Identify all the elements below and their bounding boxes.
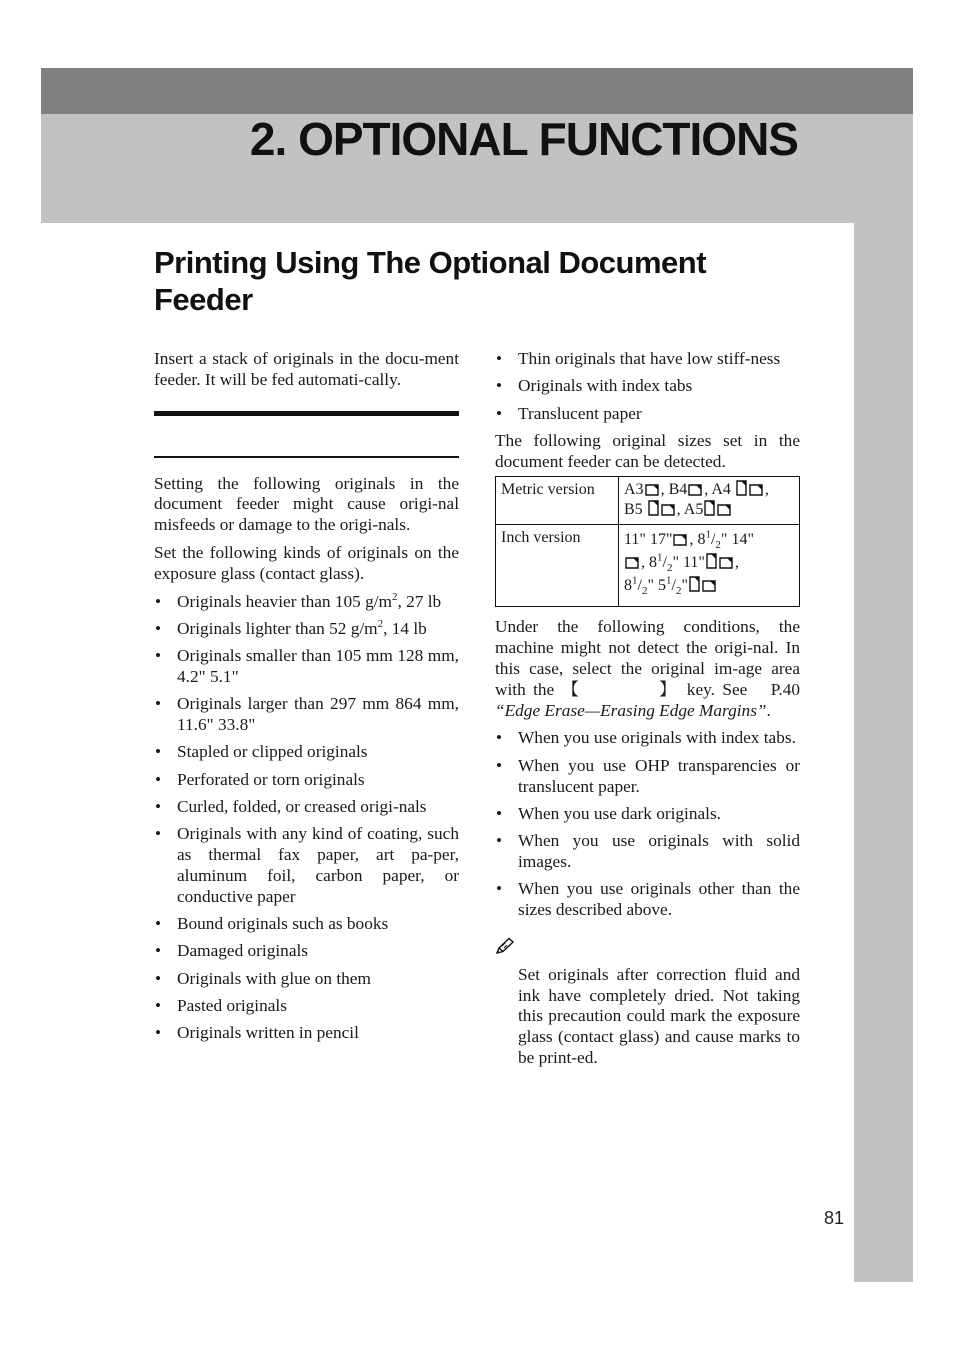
reference-title: “Edge Erase—Erasing Edge Margins” — [495, 700, 767, 720]
list-item: • Originals with glue on them — [154, 969, 459, 990]
list-item: • Damaged originals — [154, 941, 459, 962]
section-title: Printing Using The Optional Document Feeder — [154, 245, 707, 317]
intro-paragraph: Insert a stack of originals in the docu-ment feeder. It will be fed automati-cally. — [154, 349, 459, 389]
list-item: • Perforated or torn originals — [154, 770, 459, 791]
note-paragraph: Set originals after correction fluid and ink have completely dried. Not taking this precaution could mark the exposure glass (contact glass) and cause marks to be print-ed. — [518, 964, 800, 1068]
landscape-orientation-icon — [645, 482, 661, 496]
list-item: • When you use OHP transparencies or translucent paper. — [495, 756, 800, 798]
portrait-orientation-icon — [648, 500, 660, 516]
landscape-orientation-icon — [719, 555, 735, 569]
list-item: • When you use dark originals. — [495, 804, 800, 825]
list-item: • When you use originals with solid images. — [495, 831, 800, 873]
list-item: • Originals heavier than 105 $g/m^2$, 27 lb — [154, 592, 459, 613]
instruction-paragraph: Set the following kinds of originals on the exposure glass (contact glass). — [154, 542, 459, 583]
list-item: • Originals with any kind of coating, such as thermal fax paper, art pa-per, aluminum foil, carbon paper, or conductive paper — [154, 824, 459, 907]
list-item: • Pasted originals — [154, 996, 459, 1017]
key-name-bracket-open: 【 — [561, 679, 582, 699]
list-item: • Thin originals that have low stiff-ness — [495, 349, 800, 370]
undetectable-conditions-list — [495, 728, 800, 920]
landscape-orientation-icon — [625, 555, 641, 569]
list-item: • Originals smaller than 105 mm 128 mm, 4.2" 5.1" — [154, 646, 459, 688]
landscape-orientation-icon — [717, 502, 733, 516]
list-item: • When you use originals other than the sizes described above. — [495, 879, 800, 921]
table-cell-label: Inch version — [496, 525, 619, 607]
list-item: • Originals lighter than 52 $g/m^2$, 14 lb — [154, 619, 459, 640]
list-item: • Curled, folded, or creased origi-nals — [154, 797, 459, 818]
table-row — [496, 477, 800, 525]
warning-paragraph: Setting the following originals in the document feeder might cause origi-nal misfeeds or damage to the origi-nals. — [154, 473, 459, 535]
note-body — [495, 965, 800, 1069]
list-item: • Translucent paper — [495, 404, 800, 425]
list-item: • Bound originals such as books — [154, 914, 459, 935]
landscape-orientation-icon — [702, 578, 718, 592]
portrait-orientation-icon — [689, 576, 701, 592]
landscape-orientation-icon — [749, 482, 765, 496]
portrait-orientation-icon — [736, 480, 748, 496]
list-item: • Originals larger than 297 mm 864 mm, 11.6" 33.8" — [154, 694, 459, 736]
chapter-title: 2. OPTIONAL FUNCTIONS — [249, 113, 798, 165]
header-band-dark — [41, 68, 913, 114]
important-rule-thin — [154, 456, 459, 458]
important-rule-thick — [154, 411, 459, 416]
landscape-orientation-icon — [688, 482, 704, 496]
list-item: • Originals written in pencil — [154, 1023, 459, 1044]
unsuitable-originals-list — [154, 592, 459, 1044]
sizes-intro: The following original sizes set in the document feeder can be detected. — [495, 430, 800, 471]
detectable-sizes-table — [495, 476, 800, 607]
pencil-note-icon — [495, 937, 800, 957]
table-cell-inch-sizes: 11" 17" , $8^1/_2$" 14" , $8^1/_2$" 11" , $8^1/_2$" $5^1/_2$" — [619, 525, 800, 607]
conditions-paragraph: Under the following conditions, the machine might not detect the origi-nal. In this case, select the original im-age area with the 【 】 key. See P.40 “Edge Erase—Erasing Edge Margins”. — [495, 617, 800, 720]
page-edge-tab — [854, 223, 913, 1282]
landscape-orientation-icon — [661, 502, 677, 516]
portrait-orientation-icon — [706, 553, 718, 569]
table-row — [496, 525, 800, 607]
left-column — [154, 349, 459, 1050]
list-item: • Stapled or clipped originals — [154, 742, 459, 763]
landscape-orientation-icon — [673, 532, 689, 546]
portrait-orientation-icon — [704, 500, 716, 516]
table-cell-metric-sizes: A3 , B4 , A4 , B5 , A5 — [619, 477, 800, 525]
list-item: • Originals with index tabs — [495, 376, 800, 397]
table-cell-label: Metric version — [496, 477, 619, 525]
key-name-bracket-close: 】 — [655, 679, 680, 699]
list-item: • When you use originals with index tabs. — [495, 728, 800, 749]
page-number: 81 — [824, 1208, 845, 1228]
page-reference: P.40 — [770, 679, 800, 699]
right-column — [495, 349, 800, 1069]
unsuitable-originals-list-cont — [495, 349, 800, 424]
